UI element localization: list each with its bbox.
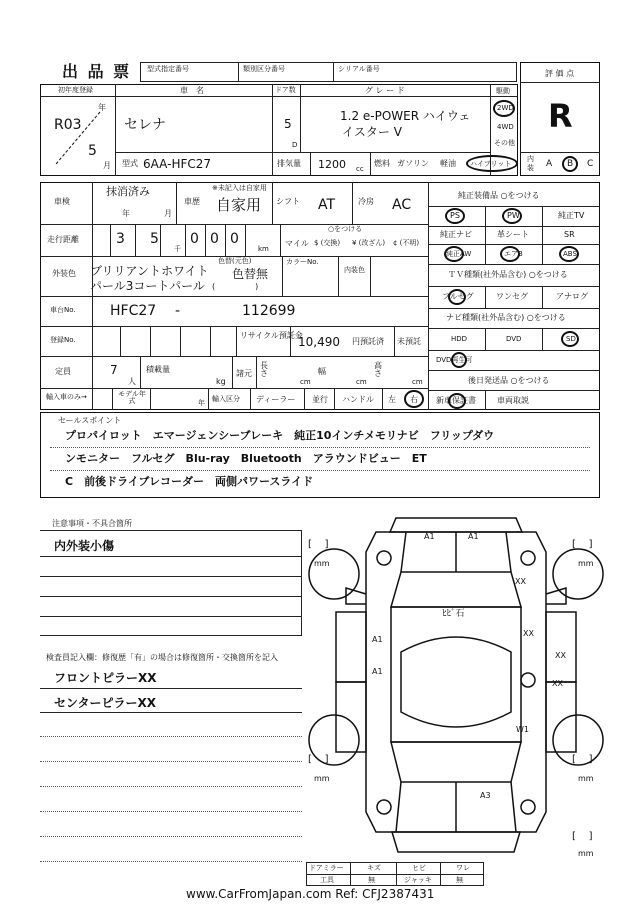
interior-label-2: 装 <box>527 164 534 172</box>
footer-watermark: www.CarFromJapan.com Ref: CFJ2387431 <box>186 887 435 901</box>
equip-ps: PS <box>450 211 460 220</box>
interior-label-1: 内 <box>527 155 534 163</box>
disp-unit: cc <box>356 165 364 173</box>
page-title: 出 品 票 <box>62 62 132 81</box>
ac-label: 冷房 <box>358 197 374 206</box>
date-slash <box>48 108 108 168</box>
legend-mirror: ドアミラー <box>309 864 344 872</box>
car-name: セレナ <box>124 117 166 133</box>
capacity-unit: 人 <box>128 377 136 386</box>
chassis-dash: - <box>175 303 181 319</box>
inspection-year-unit: 年 <box>122 209 130 218</box>
later-warranty-circle <box>448 393 466 409</box>
shift-value: AT <box>318 197 336 213</box>
mark-windshield-chip: ﾋﾋﾞ石 <box>442 609 465 619</box>
grade-label: グ レ ー ド <box>365 86 405 95</box>
mileage-digit-5: 0 <box>230 231 239 247</box>
equip-abs-circle <box>559 246 579 262</box>
tv-fullseg: フルセグ <box>442 292 474 301</box>
chassis-label: 車台No. <box>50 306 76 314</box>
nav-dvd: DVD <box>506 335 522 343</box>
sales-line-3: C 前後ドライブレコーダー 両側パワースライド <box>65 475 314 488</box>
height-label: 高さ <box>374 361 382 378</box>
notes-line-1: 内外装小傷 <box>54 539 115 553</box>
mileage-digit-2: 5 <box>150 231 159 247</box>
fuel-hybrid: ハイブリット <box>470 160 512 168</box>
recycle-value: 10,490 <box>298 335 340 349</box>
mark-xx-right-door: XX <box>523 629 534 638</box>
mileage-unit-k: 千 <box>174 245 181 253</box>
doors-label: ドア数 <box>275 86 296 94</box>
mark-xx-right-side: XX <box>555 651 566 660</box>
legend-tools-none: 無 <box>368 876 375 884</box>
height-unit: cm <box>412 378 423 386</box>
legend-jack: ジャッキ <box>404 876 432 884</box>
mark-a1-left-rear-door: A1 <box>372 667 383 676</box>
shift-label: シフト <box>276 197 300 206</box>
later-title: 後日発送品 ○をつける <box>468 376 550 385</box>
tv-oneseg: ワンセグ <box>496 292 528 301</box>
type-value: 6AA-HFC27 <box>143 157 212 171</box>
grade-line-1: 1.2 e-POWER ハイウェ <box>340 109 471 123</box>
tv-fullseg-circle <box>448 289 466 305</box>
year-unit: 年 <box>98 103 106 112</box>
dims-label: 諸元 <box>236 369 252 378</box>
nav-dvd-play-circle <box>451 352 467 368</box>
length-label: 長さ <box>260 361 268 378</box>
type-label: 型式 <box>122 159 138 168</box>
class-code-label: 類別区分番号 <box>243 65 285 73</box>
color-no-label: カラーNo. <box>286 258 319 266</box>
inspector-label: 検査員記入欄：修復歴「有」の場合は修復箇所・交換箇所を記入 <box>46 653 278 662</box>
repair-line-1: フロントピラーXX <box>54 671 157 685</box>
fuel-label: 燃料 <box>374 159 390 168</box>
recycle-unit: 円預託済 <box>352 337 384 346</box>
month-unit: 月 <box>103 161 111 170</box>
equip-airbag: エアB <box>504 250 523 258</box>
width-label: 幅 <box>318 367 326 376</box>
grade-line-2: イスター V <box>342 125 402 139</box>
interior-grade-c: C <box>587 159 594 169</box>
usage-value: 自家用 <box>216 196 262 214</box>
doors-unit: D <box>292 141 298 149</box>
interior-grade-b: B <box>567 159 574 169</box>
first-reg-label: 初年度登録 <box>58 86 93 94</box>
legend-jack-none: 無 <box>456 876 463 884</box>
color-change-value: 色替無 <box>232 267 269 281</box>
inspection-month-unit: 月 <box>164 209 172 218</box>
mark-a1-left-door: A1 <box>372 635 383 644</box>
equip-abs: ABS <box>563 250 577 258</box>
import-parallel: 並行 <box>312 395 328 404</box>
fuel-circle <box>466 155 518 172</box>
inspection-value: 抹消済み <box>106 185 150 198</box>
legend-break: ワレ <box>456 864 470 872</box>
mark-a1-front-right: A1 <box>468 532 479 541</box>
handle-right: 右 <box>410 395 418 404</box>
drive-circle <box>493 100 515 117</box>
fuel-diesel: 軽油 <box>440 159 456 168</box>
mileage-digit-3: 0 <box>190 231 199 247</box>
sales-line-2: ンモニター フルセグ Blu-ray Bluetooth アラウンドビュー ET <box>65 452 427 465</box>
chassis-model: HFC27 <box>110 303 157 319</box>
repair-line-2: センターピラーXX <box>54 696 157 710</box>
equip-aw-circle <box>444 246 464 262</box>
color-value-2: パール3コートパール <box>90 279 205 293</box>
mileage-unit-km: km <box>258 245 269 253</box>
model-year-unit: 年 <box>198 399 205 407</box>
import-dealer: ディーラー <box>256 395 296 404</box>
load-label: 積載量 <box>146 365 170 374</box>
drive-other: その他 <box>494 139 515 147</box>
length-unit: cm <box>300 378 311 386</box>
import-type-label: 輸入区分 <box>212 395 240 403</box>
fuel-gasoline: ガソリン <box>397 159 429 168</box>
equip-airbag-circle <box>500 246 520 262</box>
mm-front-left: mm <box>314 559 330 568</box>
score-value: R <box>548 97 573 135</box>
equip-navi: 純正ナビ <box>440 230 472 239</box>
reg-label: 登録No. <box>50 336 76 344</box>
name-label: 車 名 <box>180 86 204 95</box>
width-unit: cm <box>356 378 367 386</box>
meter-exchange: $ (交換) <box>314 239 341 247</box>
doors-value: 5 <box>284 117 292 131</box>
mm-rear-left: mm <box>314 774 330 783</box>
mark-a1-front-left: A1 <box>424 532 435 541</box>
equip-sr: SR <box>564 230 575 239</box>
first-reg-year: R03 <box>54 117 82 133</box>
equip-ps-circle <box>445 208 465 224</box>
tv-analog: アナログ <box>556 292 588 301</box>
mark-w1-rear-quarter: W1 <box>516 725 529 734</box>
sales-points-label: セールスポイント <box>58 416 122 425</box>
score-label: 評 価 点 <box>545 69 575 78</box>
equip-pw: PW <box>507 211 520 220</box>
legend-crack: ヒビ <box>412 864 426 872</box>
import-label: 輸入車のみ→ <box>46 393 87 401</box>
color-value-1: ブリリアントホワイト <box>90 264 209 278</box>
serial-label: シリアル番号 <box>338 65 380 73</box>
mark-xx-rear-pillar: XX <box>552 679 563 688</box>
legend-scratch: キズ <box>367 864 381 872</box>
usage-label: 車歴 <box>184 197 200 206</box>
meter-unknown: ¢ (不明) <box>393 239 420 247</box>
handle-label: ハンドル <box>342 395 374 404</box>
mm-spare: mm <box>578 849 594 858</box>
interior-grade-circle <box>562 156 578 172</box>
capacity-value: 7 <box>110 363 118 377</box>
nav-title: ナビ種類(社外品含む) ○をつける <box>446 313 566 322</box>
handle-left: 左 <box>388 395 396 404</box>
disp-value: 1200 <box>318 158 346 171</box>
code-strip <box>140 62 517 82</box>
meter-note: ○をつける <box>328 225 363 233</box>
later-warranty: 新車保証書 <box>436 396 476 405</box>
notes-label: 注意事項・不具合箇所 <box>52 519 132 528</box>
capacity-label: 定員 <box>55 367 71 376</box>
handle-circle <box>404 390 424 408</box>
usage-note: ※未記入は自家用 <box>212 184 267 192</box>
disp-label: 排気量 <box>277 159 301 168</box>
equip-leather: 革シート <box>497 230 529 239</box>
recycle-label: リサイクル預託金 <box>240 331 303 340</box>
equip-tv: 純正TV <box>558 211 585 220</box>
interior-color-label: 内装色 <box>344 266 365 274</box>
equip-title: 純正装備品 ○をつける <box>458 191 540 200</box>
drive-label: 駆動 <box>496 87 510 95</box>
chassis-number: 112699 <box>242 303 296 319</box>
meter-tampered: ¥ (改ざん) <box>352 239 386 247</box>
first-reg-month: 5 <box>88 143 97 159</box>
nav-hdd: HDD <box>451 335 468 343</box>
drive-2wd: 2WD <box>497 104 514 112</box>
interior-grade-a: A <box>546 159 553 169</box>
mark-xx-front-fender: XX <box>515 577 526 586</box>
equip-pw-circle <box>502 208 522 224</box>
nav-dvd-playable: DVD再生可 <box>436 356 473 364</box>
model-code-label: 型式指定番号 <box>147 65 189 73</box>
mileage-label: 走行距離 <box>47 235 79 244</box>
mile-label: マイル <box>285 239 309 248</box>
nav-sd-circle <box>561 331 579 347</box>
mileage-digit-1: 3 <box>116 231 125 247</box>
inspection-label: 車検 <box>54 197 70 206</box>
color-paren: ( ) <box>212 282 259 291</box>
color-label: 外装色 <box>52 269 76 278</box>
sales-line-1: プロパイロット エマージェンシーブレーキ 純正10インチメモリナビ フリップダウ <box>65 429 495 442</box>
later-manual: 車両取説 <box>497 396 529 405</box>
nav-sd: SD <box>566 335 576 343</box>
tv-title: ＴＶ種類(社外品含む) ○をつける <box>448 270 568 279</box>
load-unit: kg <box>216 377 226 386</box>
recycle-unpaid: 未預託 <box>397 337 421 346</box>
mm-rear-right: mm <box>578 774 594 783</box>
ac-value: AC <box>392 197 412 213</box>
mark-a3-rear-bumper: A3 <box>480 791 491 800</box>
mm-front-right: mm <box>578 559 594 568</box>
mileage-digit-4: 0 <box>210 231 219 247</box>
legend-tools: 工具 <box>320 876 334 884</box>
equip-aw: 純正AW <box>446 250 472 258</box>
drive-4wd: 4WD <box>497 123 514 131</box>
model-year-label: モデル年式 <box>118 390 146 405</box>
color-change-label: 色替(元色) <box>218 257 252 265</box>
